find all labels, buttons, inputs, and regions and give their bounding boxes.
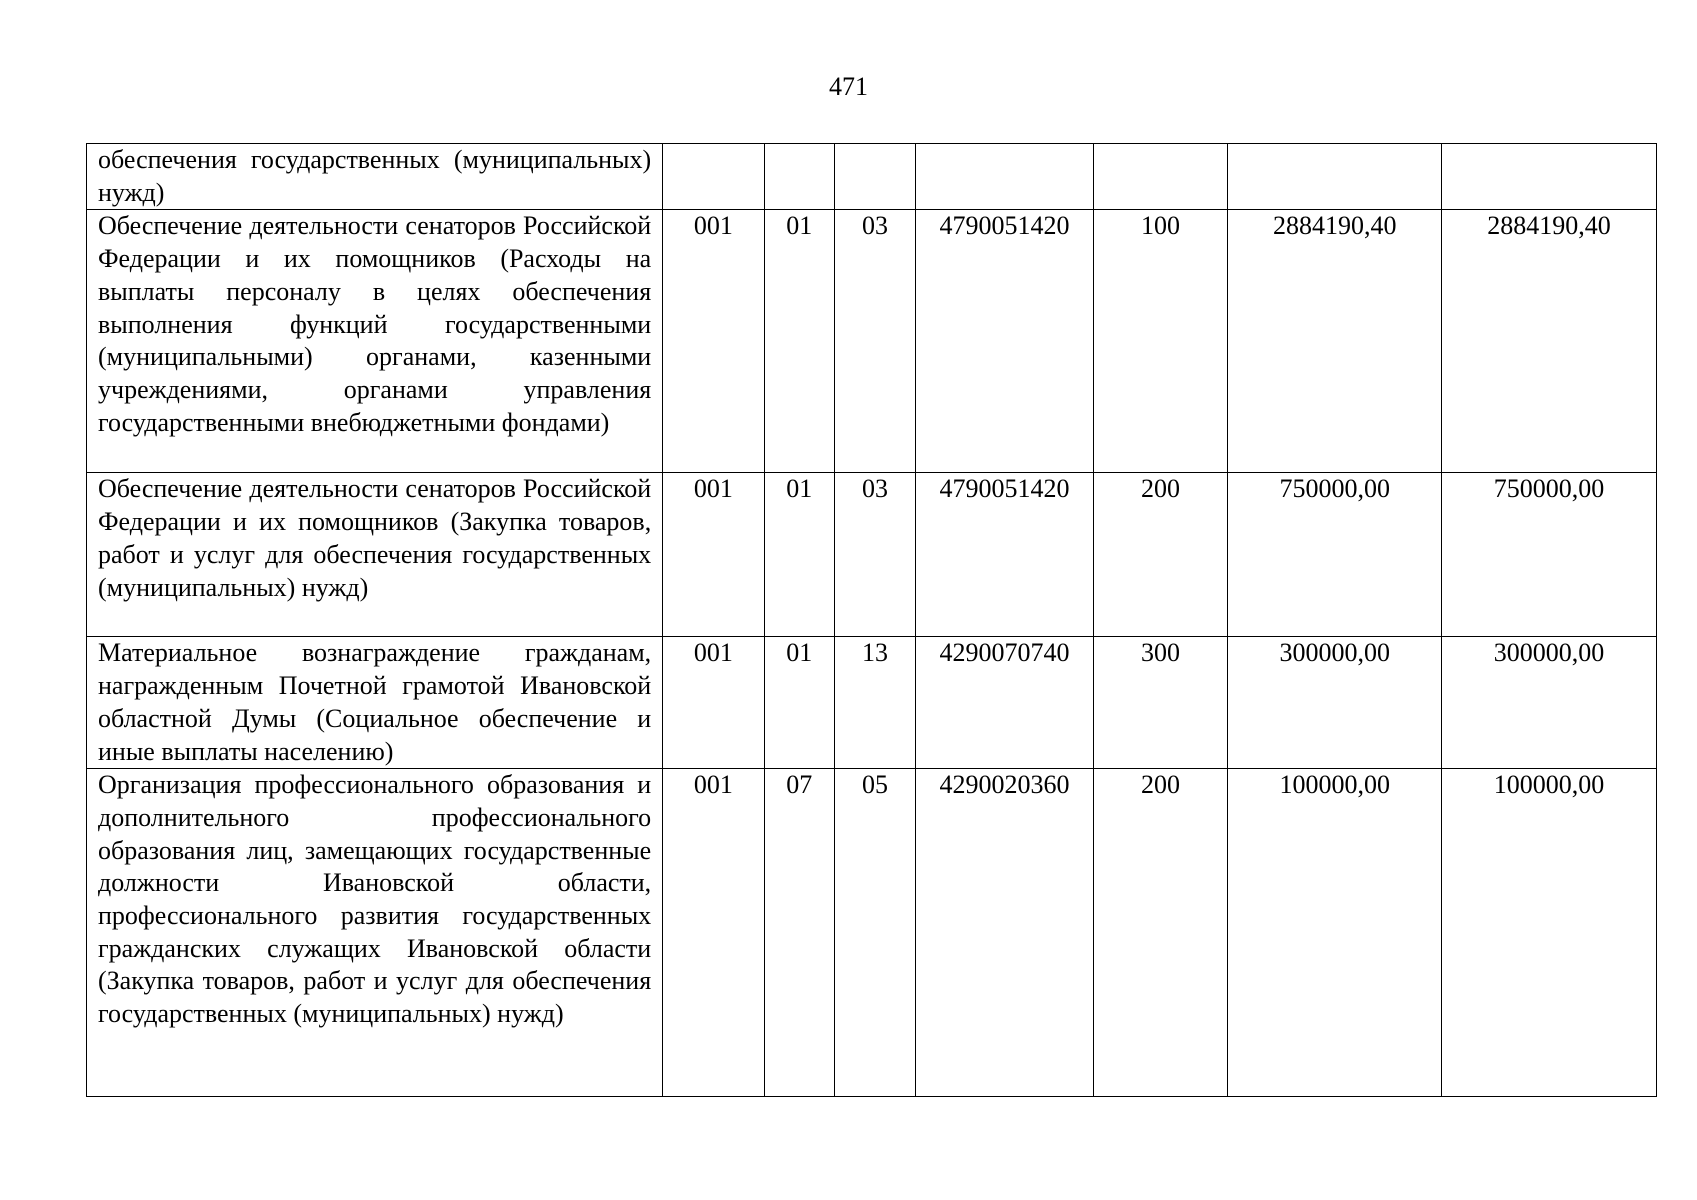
amount-year-2 <box>1442 144 1657 210</box>
ministry-code: 001 <box>663 210 764 473</box>
expense-type-code: 200 <box>1093 769 1228 1097</box>
budget-table <box>86 143 1657 1097</box>
expense-type-code: 300 <box>1093 637 1228 769</box>
expense-type-code: 200 <box>1093 473 1228 637</box>
row-description: Обеспечение деятельности сенаторов Российской Федерации и их помощников (Закупка товаров, работ и услуг для обеспечения государственных (муниципальных) нужд) <box>87 473 663 637</box>
row-description: Организация профессионального образования и дополнительного профессионального образования лиц, замещающих государственные должности Ивановской области, профессионального развития государственных гражданских служащих Ивановской области (Закупка товаров, работ и услуг для обеспечения государственных (муниципальных) нужд) <box>87 769 663 1097</box>
expense-type-code: 100 <box>1093 210 1228 473</box>
ministry-code: 001 <box>663 637 764 769</box>
expense-type-code <box>1093 144 1228 210</box>
row-description: Материальное вознаграждение гражданам, награжденным Почетной грамотой Ивановской областной Думы (Социальное обеспечение и иные выплаты населению) <box>87 637 663 769</box>
section-code: 01 <box>764 637 834 769</box>
target-article-code: 4790051420 <box>916 473 1094 637</box>
section-code: 07 <box>764 769 834 1097</box>
amount-year-1 <box>1228 144 1442 210</box>
row-description: обеспечения государственных (муниципальных) нужд) <box>87 144 663 210</box>
subsection-code: 13 <box>834 637 915 769</box>
target-article-code <box>916 144 1094 210</box>
subsection-code: 05 <box>834 769 915 1097</box>
section-code <box>764 144 834 210</box>
ministry-code: 001 <box>663 473 764 637</box>
row-description: Обеспечение деятельности сенаторов Российской Федерации и их помощников (Расходы на выплаты персоналу в целях обеспечения выполнения функций государственными (муниципальными) органами, казенными учреждениями, органами управления государственными внебюджетными фондами) <box>87 210 663 473</box>
amount-year-1: 100000,00 <box>1228 769 1442 1097</box>
amount-year-2: 750000,00 <box>1442 473 1657 637</box>
section-code: 01 <box>764 210 834 473</box>
table-row <box>87 473 1657 637</box>
ministry-code <box>663 144 764 210</box>
section-code: 01 <box>764 473 834 637</box>
table-row <box>87 210 1657 473</box>
amount-year-2: 300000,00 <box>1442 637 1657 769</box>
target-article-code: 4290070740 <box>916 637 1094 769</box>
table-row <box>87 144 1657 210</box>
ministry-code: 001 <box>663 769 764 1097</box>
subsection-code: 03 <box>834 210 915 473</box>
amount-year-2: 2884190,40 <box>1442 210 1657 473</box>
amount-year-1: 750000,00 <box>1228 473 1442 637</box>
target-article-code: 4290020360 <box>916 769 1094 1097</box>
page-number: 471 <box>829 72 868 101</box>
amount-year-1: 300000,00 <box>1228 637 1442 769</box>
amount-year-2: 100000,00 <box>1442 769 1657 1097</box>
table-row <box>87 637 1657 769</box>
table-row <box>87 769 1657 1097</box>
subsection-code: 03 <box>834 473 915 637</box>
subsection-code <box>834 144 915 210</box>
target-article-code: 4790051420 <box>916 210 1094 473</box>
amount-year-1: 2884190,40 <box>1228 210 1442 473</box>
